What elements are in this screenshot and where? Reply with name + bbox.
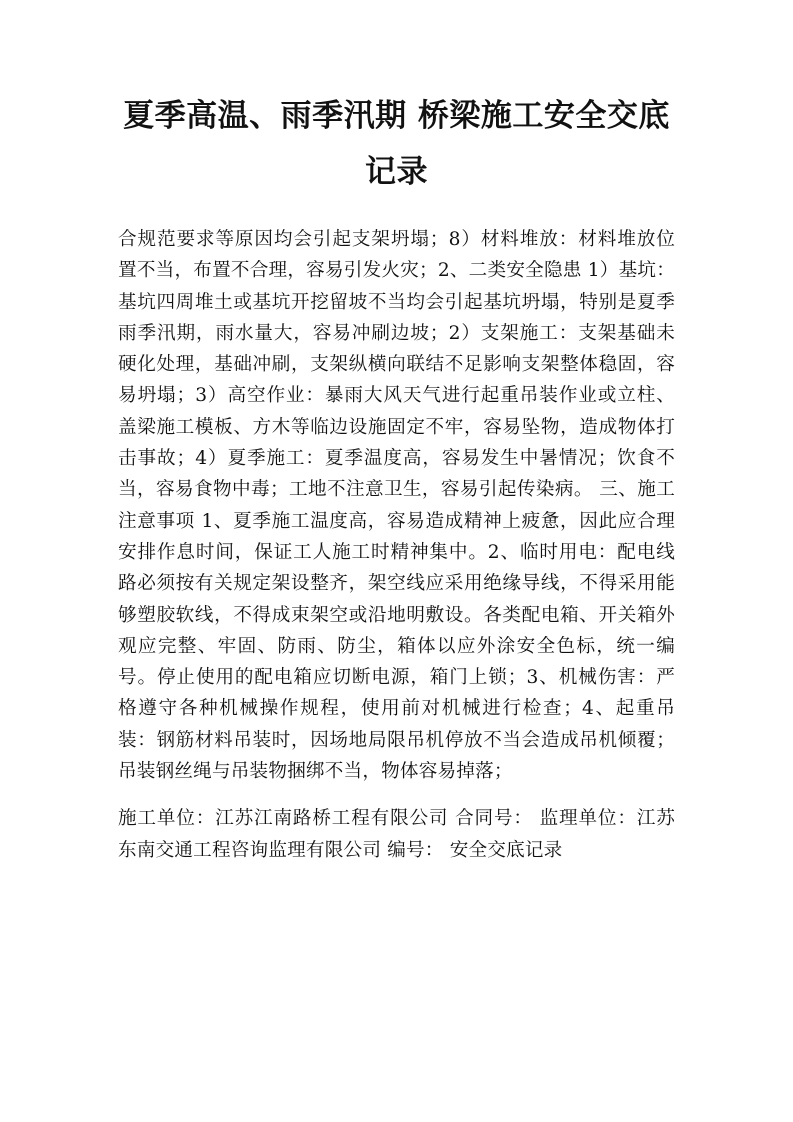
document-footer-info: 施工单位：江苏江南路桥工程有限公司 合同号： 监理单位：江苏东南交通工程咨询监理有限公司 编号： 安全交底记录 [118, 808, 675, 861]
document-title: 夏季高温、雨季汛期 桥梁施工安全交底记录 [123, 98, 670, 190]
document-body-paragraph: 合规范要求等原因均会引起支架坍塌；8）材料堆放：材料堆放位置不当，布置不合理，容易引发火灾；2、二类安全隐患 1）基坑：基坑四周堆土或基坑开挖留坡不当均会引起基坑坍塌，特别是夏季雨季汛期，雨水量大，容易冲刷边坡；2）支架施工：支架基础未硬化处理，基础冲刷，支架纵横向联结不足影响支架整体稳固，容易坍塌；3）高空作业：暴雨大风天气进行起重吊装作业或立柱、盖梁施工模板、方木等临边设施固定不牢，容易坠物，造成物体打击事故；4）夏季施工：夏季温度高，容易发生中暑情况；饮食不当，容易食物中毒；工地不注意卫生，容易引起传染病。 三、施工注意事项 1、夏季施工温度高，容易造成精神上疲惫，因此应合理安排作息时间，保证工人施工时精神集中。2、临时用电：配电线路必须按有关规定架设整齐，架空线应采用绝缘导线，不得采用能够塑胶软线，不得成束架空或沿地明敷设。各类配电箱、开关箱外观应完整、牢固、防雨、防尘，箱体以应外涂安全色标，统一编号。停止使用的配电箱应切断电源，箱门上锁；3、机械伤害：严格遵守各种机械操作规程，使用前对机械进行检查；4、起重吊装：钢筋材料吊装时，因场地局限吊机停放不当会造成吊机倾覆；吊装钢丝绳与吊装物捆绑不当，物体容易掉落； [118, 229, 675, 783]
